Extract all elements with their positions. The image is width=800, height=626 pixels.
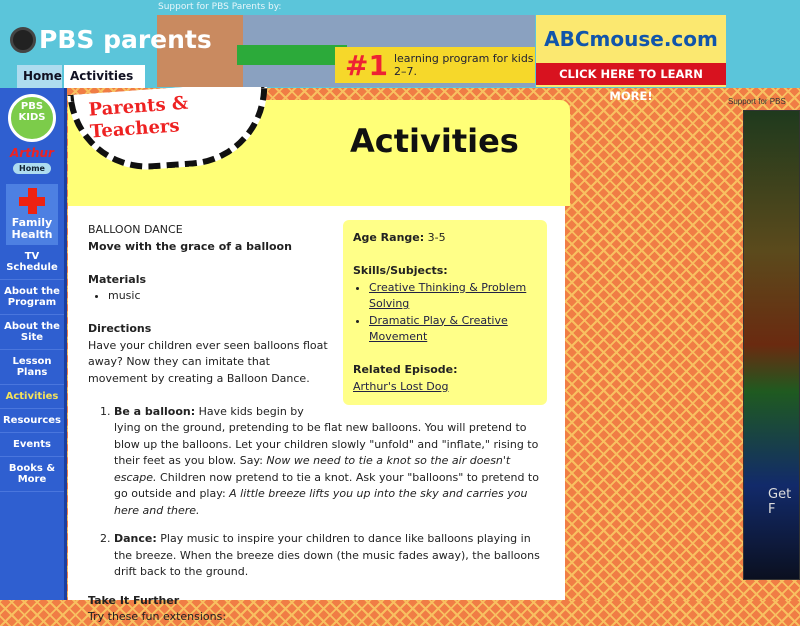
learn-more-button[interactable]: CLICK HERE TO LEARN MORE! — [536, 63, 726, 85]
pbs-head-icon — [10, 27, 36, 53]
activity-name: BALLOON DANCE — [88, 223, 183, 236]
pbs-kids-logo[interactable]: PBS KIDS — [8, 94, 56, 142]
directions-heading: Directions — [88, 322, 152, 335]
ad-illustration-table — [237, 45, 347, 65]
right-ad-label: Support for PBS — [728, 97, 786, 106]
age-value: 3-5 — [424, 231, 446, 244]
skill-link[interactable]: Creative Thinking & Problem Solving — [369, 280, 527, 310]
ad-banner[interactable] — [157, 15, 535, 87]
directions-intro: Have your children ever seen balloons float away? Now they can imitate that movement by creating a Balloon Dance. — [88, 338, 328, 385]
top-header — [0, 0, 800, 103]
right-ad[interactable] — [743, 110, 800, 580]
sidebar-item-events[interactable]: Events — [0, 433, 64, 457]
parents-teachers-logo[interactable]: Parents & Teachers — [67, 81, 272, 175]
activity-info-box — [343, 220, 547, 405]
age-label: Age Range: — [353, 231, 425, 244]
materials-heading: Materials — [88, 272, 147, 286]
sidebar-nav — [0, 88, 67, 600]
ad-text: learning program for kids 2–7. — [393, 52, 534, 78]
step-item: 1. Be a balloon: Have kids begin by lying on the ground, pretending to be flat new balloons. You will pretend to blow up the balloons. Let your children slowly "unfold" and "inflate," rising to their feet as you blow. Say: Now we need to tie a knot so the air doesn't escape. Children now pretend to tie a knot. Ask your "balloons" to pretend to go outside and play: A little breeze lifts you up into the sky and carries you here and there. — [114, 404, 545, 520]
page-title: Activities — [350, 122, 519, 160]
skill-link[interactable]: Dramatic Play & Creative Movement — [369, 313, 508, 343]
red-cross-icon — [19, 188, 45, 214]
sidebar-item-lesson-plans[interactable]: Lesson Plans — [0, 350, 64, 385]
activity-tagline: Move with the grace of a balloon — [88, 239, 292, 253]
ad-headline: #1 — [345, 48, 388, 82]
tab-activities[interactable]: Activities — [64, 65, 145, 88]
tab-home[interactable]: Home — [17, 65, 62, 88]
abcmouse-logo: ABCmouse.com — [544, 27, 718, 51]
sidebar-item-resources[interactable]: Resources — [0, 409, 64, 433]
sidebar-item-about-site[interactable]: About the Site — [0, 315, 64, 350]
support-text: Support for PBS Parents by: — [158, 2, 282, 12]
step-item: 2. Dance: Play music to inspire your children to dance like balloons playing in the breeze. When the breeze dies down (the music fades away), the balloons drift back to the ground. — [114, 531, 545, 581]
episode-heading: Related Episode: — [353, 363, 458, 376]
sidebar-item-activities[interactable]: Activities — [0, 385, 64, 409]
right-ad-text: Get F — [768, 487, 792, 517]
arthur-home-link[interactable]: Arthur Home — [10, 146, 54, 173]
sidebar-item-about-program[interactable]: About the Program — [0, 280, 64, 315]
skills-heading: Skills/Subjects: — [353, 264, 448, 277]
further-heading: Take It Further — [88, 593, 180, 607]
abcmouse-ad[interactable] — [536, 15, 726, 103]
material-item: • music — [108, 288, 545, 305]
pbs-parents-logo[interactable]: PBS parents — [10, 25, 212, 54]
sidebar-item-tv-schedule[interactable]: TV Schedule — [0, 245, 64, 280]
episode-link[interactable]: Arthur's Lost Dog — [353, 379, 449, 393]
sidebar-item-family-health[interactable]: Family Health — [6, 184, 58, 245]
further-text: Try these fun extensions: — [88, 610, 227, 623]
sidebar-item-books[interactable]: Books & More — [0, 457, 64, 492]
activity-content — [68, 206, 565, 623]
